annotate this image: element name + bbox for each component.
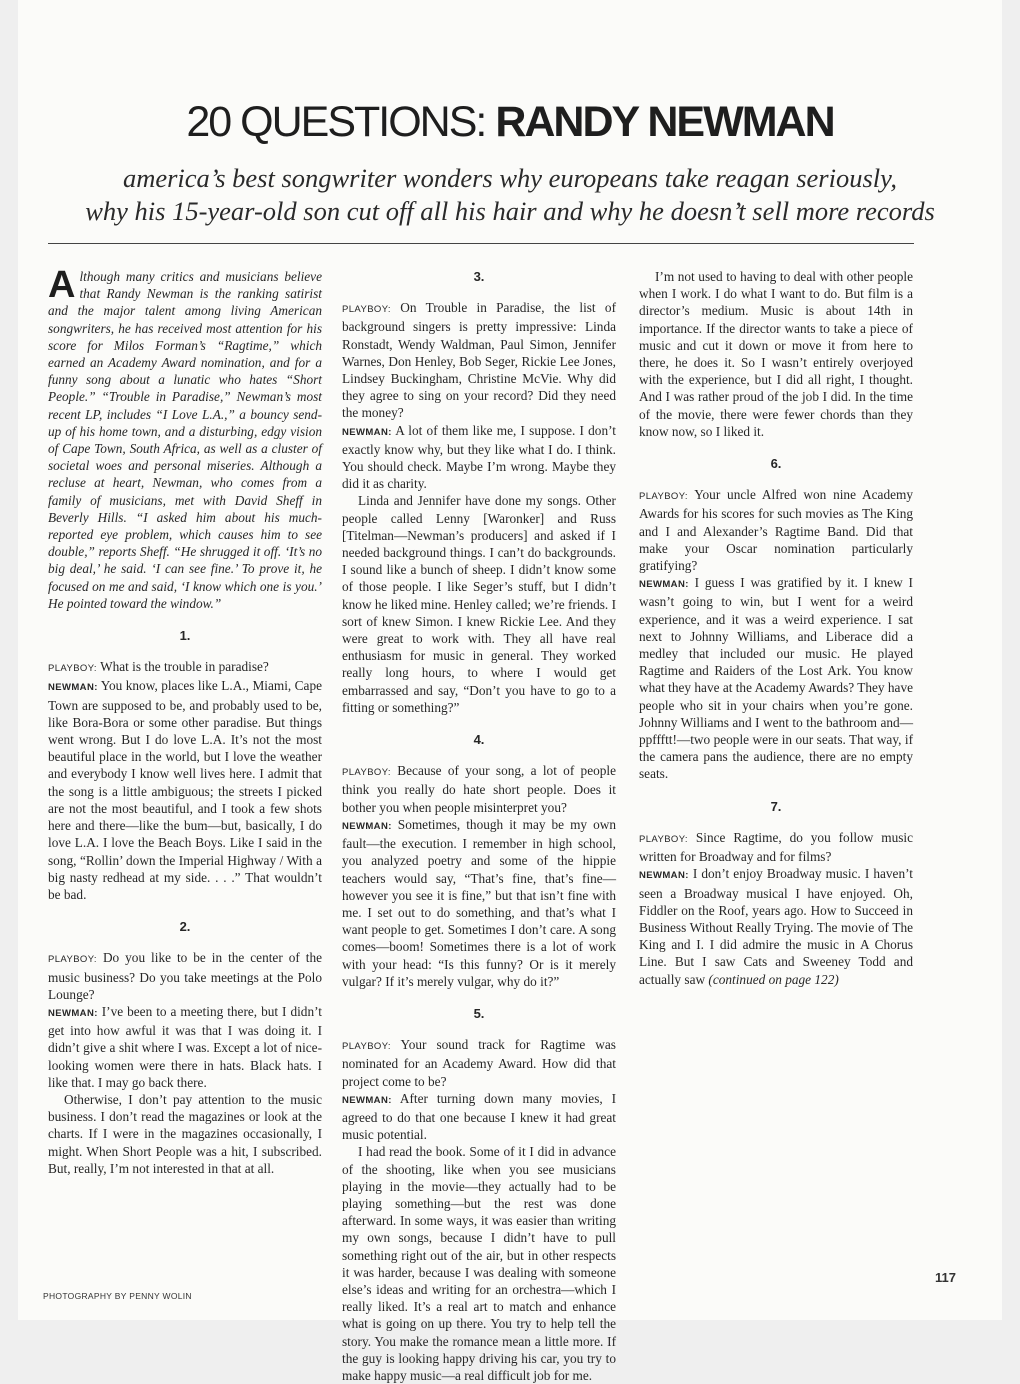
subtitle-line-1: america’s best songwriter wonders why europeans take reagan seriously, (122, 163, 898, 193)
speaker-playboy: PLAYBOY: (342, 767, 391, 779)
question-number: 7. (770, 798, 782, 814)
answer-paragraph: Linda and Jennifer have done my songs. Other people called Lenny [Waronker] and Russ [Titelman—Newman’s producers] and asked if I needed background things. I can’t do backgrounds. I sound like a bunch of sheep. I didn’t know some of those people. I like Seger’s stuff, but I didn’t know he liked mine. Henley called; we’re friends. I sort of knew Simon. I knew Rickie Lee. And they were great to work with. They all have real enthusiasm for music in general. They worked really long hours, to where I would get embarrassed and say, “Don’t you have to go to a fitting or something?” (342, 493, 616, 715)
intro-text: lthough many critics and musicians believe that Randy Newman is the ranking satirist and the major talent among living American songwriters, he has received most attention for his score for Milos Forman’s “Ragtime,” which earned an Academy Award nomination, and for a funny song about a lunatic who hates “Short People.” “Trouble in Paradise,” Newman’s most recent LP, includes “I Love L.A.,” a bouncy send-up of his home town, and a disturbing, edgy vision of Cape Town, South Africa, as well as a cluster of societal woes and personal miseries. Although a recluse at heart, Newman, who comes from a family of musicians, met with David Sheff in Beverly Hills. “I asked him about his much-reported eye problem, which causes him to see double,” reports Sheff. “He shrugged it off. ‘It’s no big deal,’ he said. ‘I can see fine.’ To prove it, he focused on me and said, ‘I know which one is you.’ He pointed toward the window.” (48, 269, 322, 611)
speaker-playboy: PLAYBOY: (342, 1041, 391, 1053)
question-text: Your sound track for Ragtime was nominated for an Academy Award. How did that project come to be? (342, 1037, 616, 1089)
divider (48, 243, 914, 244)
speaker-newman: NEWMAN: (639, 579, 689, 591)
answer-text: After turning down many movies, I agreed to do that one because I knew it had great music potential. (342, 1090, 616, 1143)
answer-paragraph: I had read the book. Some of it I did in advance of the shooting, like when you see musicians playing in the movie—they actually had to be playing something—but the rest was done afterward. In some ways, it was easier than writing my own songs, because I didn’t have to pull something right out of the air, but in other respects it was harder, because I was dealing with someone else’s ideas and writing for an orchestra—which I really liked. It’s a real art to match and enhance what is going on up there. You try to help tell the story. You make the romance mean a little more. If the guy is looking happy driving his car, you try to make happy music—a real difficult job for me. (342, 1144, 616, 1383)
question-number: 4. (473, 732, 485, 748)
speaker-playboy: PLAYBOY: (342, 304, 391, 316)
answer-5 (342, 1090, 616, 1144)
question-text: What is the trouble in paradise? (100, 659, 269, 675)
column-1 (48, 264, 322, 1177)
question-4 (342, 762, 616, 816)
question-number: 6. (770, 456, 782, 472)
question-number: 2. (179, 919, 191, 935)
speaker-newman: NEWMAN: (48, 682, 98, 694)
question-3 (342, 299, 616, 421)
answer-text: I don’t enjoy Broadway music. I haven’t seen a Broadway musical I have enjoyed. Oh, Fiddler on the Roof, years ago. How to Succeed in Business Without Really Trying. The movie of The King and I. I did admire the music in A Chorus Line. But I saw Cats and Sweeney Todd and actually saw (639, 866, 913, 987)
question-number: 1. (179, 628, 191, 644)
intro-paragraph (48, 264, 322, 612)
page-number: 117 (935, 1270, 956, 1285)
speaker-newman: NEWMAN: (639, 870, 689, 882)
answer-7 (639, 865, 913, 987)
page-title (18, 98, 1002, 147)
question-text: On Trouble in Paradise, the list of background singers is pretty impressive: Linda Ronstadt, Wendy Waldman, Paul Simon, Jennifer Warnes, Don Henley, Bob Seger, Rickie Lee Jones, Lindsey Buckingham, Christine McVie. Why did they agree to sing on your record? Did they need the money? (342, 300, 617, 421)
speaker-playboy: PLAYBOY: (48, 954, 97, 966)
speaker-newman: NEWMAN: (342, 1094, 392, 1106)
question-1 (48, 658, 322, 677)
speaker-playboy: PLAYBOY: (48, 663, 97, 675)
question-7 (639, 829, 913, 865)
column-2 (342, 268, 616, 1384)
answer-text: Sometimes, though it may be my own fault—the execution. I remember in high school, you analyzed poetry and some of the hippie teachers would say, “That’s fine, that’s fine—however you see it is fine,” but that isn’t fine with me. I set out to do something, and that’s what I want people to get. Sometimes I don’t care. A song comes—boom! Sometimes there is a lot of work with your head: “Is this funny? Or is it merely vulgar? If it’s merely vulgar, why do it?” (342, 816, 616, 989)
answer-text: You know, places like L.A., Miami, Cape Town are supposed to be, and probably used to be, like Bora-Bora or some other paradise. But things went wrong. But I do love L.A. It’s not the most beautiful place in the world, but I love the weather and everybody I know well lives here. I admit that the song is a little ambiguous; the streets I picked are not the most beautiful, and I took a few shots here and there—like the bum—but, basically, I do love L.A. I love the Beach Boys. Like I said in the song, “Rollin’ down the Imperial Highway / With a big nasty redhead at my side. . . .” That wouldn’t be bad. (48, 678, 322, 902)
speaker-playboy: PLAYBOY: (639, 491, 688, 503)
answer-4 (342, 816, 616, 990)
title-prefix: 20 QUESTIONS: (186, 98, 486, 146)
answer-text: A lot of them like me, I suppose. I don’t exactly know why, but they like what I do. I think. You should check. Maybe I’m wrong. Maybe they did it as charity. (342, 422, 616, 492)
answer-6 (639, 574, 913, 782)
question-2 (48, 949, 322, 1003)
question-number: 3. (473, 269, 485, 284)
subtitle-line-2: why his 15-year-old son cut off all his hair and why he doesn’t sell more records (85, 196, 935, 226)
photo-credit: PHOTOGRAPHY BY PENNY WOLIN (43, 1291, 192, 1301)
column-3 (639, 268, 913, 988)
question-text: Since Ragtime, do you follow music written for Broadway and for films? (639, 829, 913, 865)
continued-note: (continued on page 122) (708, 971, 839, 987)
speaker-newman: NEWMAN: (342, 820, 392, 832)
answer-2 (48, 1003, 322, 1091)
answer-1 (48, 677, 322, 903)
answer-paragraph: I’m not used to having to deal with other people when I work. I do what I want to do. But film is a director’s medium. Music is about 14th in importance. If the director wants to take a piece of music and cut it down or move it from here to there, he does it. So I wasn’t entirely overjoyed with the experience, but I did all right, I thought. And I was rather proud of the job I did. In the time of the movie, there were fewer chords than they know now, so I liked it. (639, 269, 913, 439)
question-text: Do you like to be in the center of the music business? Do you take meetings at the Polo Lounge? (48, 950, 322, 1002)
title-name: RANDY NEWMAN (495, 98, 834, 146)
question-number: 5. (473, 1005, 485, 1021)
answer-text: I’ve been to a meeting there, but I didn’t get into how awful it was that I was doing it. I didn’t give a shit where I was. Except a lot of nice-looking women were there in hats. Black hats. I like that. I may go back there. (48, 1003, 322, 1090)
magazine-page (18, 0, 1002, 1383)
answer-3 (342, 422, 616, 493)
drop-cap: A (48, 264, 76, 306)
speaker-playboy: PLAYBOY: (639, 833, 688, 845)
question-5 (342, 1036, 616, 1090)
question-text: Because of your song, a lot of people think you really do hate short people. Does it bother you when people misinterpret you? (342, 763, 616, 815)
speaker-newman: NEWMAN: (342, 426, 392, 438)
answer-paragraph: Otherwise, I don’t pay attention to the music business. I don’t read the magazines or look at the charts. If I were in the magazines occasionally, I might. When Short People was a hit, I subscribed. But, really, I’m not interested in that at all. (48, 1091, 322, 1176)
answer-text: I guess I was gratified by it. I knew I wasn’t going to win, but I went for a weird experience, and it was a weird experience. I sat next to Johnny Williams, and Liberace did a medley that included our music. He played Ragtime and Raiders of the Lost Ark. You know what they have at the Academy Awards? They have people who sit in your chairs when you’re gone. Johnny Williams and I went to the bathroom and—ppffftt!—two people were in our seats. That way, if the camera pans the audience, there are no empty seats. (639, 575, 913, 782)
speaker-newman: NEWMAN: (48, 1007, 98, 1019)
question-text: Your uncle Alfred won nine Academy Awards for his scores for such movies as The King and I and Alexander’s Ragtime Band. Did that make your Oscar nomination particularly gratifying? (639, 487, 913, 574)
question-6 (639, 486, 913, 574)
subtitle (18, 162, 1002, 228)
